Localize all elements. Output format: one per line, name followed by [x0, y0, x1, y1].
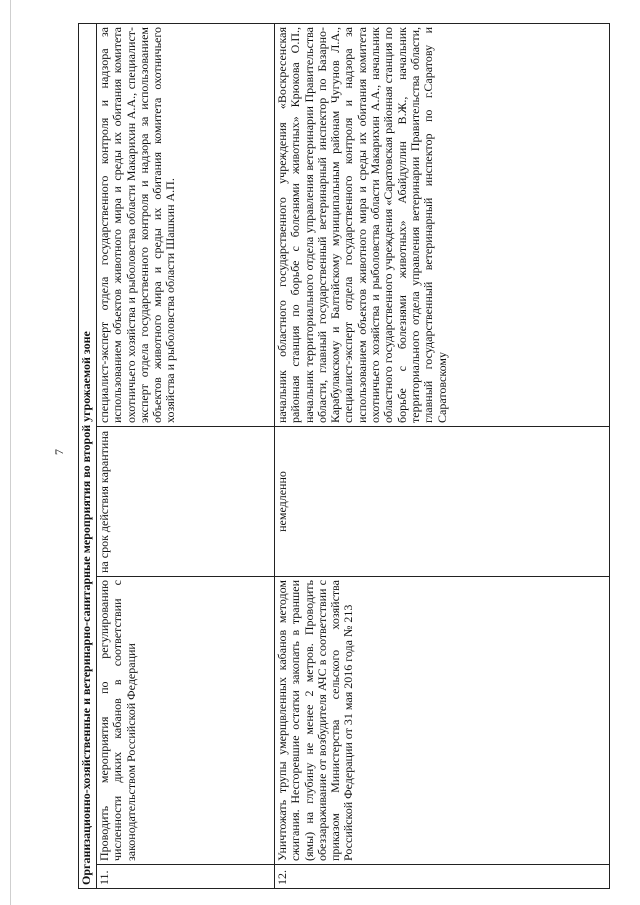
deadline-text: на срок действия карантина	[97, 427, 275, 577]
row-number: 11.	[97, 865, 275, 889]
page-edge-line	[10, 0, 11, 905]
page-number: 7	[52, 449, 66, 455]
responsible-text: начальник областного государственного учреждения «Воскресенская районная станция по борьбе с болезнями животных» Крюкова О.П., начальник территориального отдела управления ветеринарии Правительства области, главный государственный ветеринарный инспектор по Базарно-Карабулакскому и Балтайскому муниципальным районам Чугунов Л.А., специалист-эксперт отдела государственного контроля и надзора за использованием объектов животного мира и среды их обитания комитета охотничьего хозяйства и рыболовства области Макарихин А.А., начальник областного государственного учреждения «Саратовская районная станция по борьбе с болезнями животных» Абайдуллин В.Ж., начальник территориального отдела управления ветеринарии Правительства области, главный государственный ветеринарный инспектор по г.Саратову и Саратовскому	[275, 23, 610, 426]
deadline-text: немедленно	[275, 427, 610, 577]
responsible-text: специалист-эксперт отдела государственного контроля и надзора за использованием объектов животного мира и среды их обитания комитета охотничьего хозяйства и рыболовства области Макарихин А.А., специалист-эксперт отдела государственного контроля и надзора за использованием объектов животного мира и среды их обитания комитета охотничьего хозяйства и рыболовства области Шашкин А.П.	[97, 23, 275, 426]
section-title: Организационно-хозяйственные и ветеринарно-санитарные мероприятия во второй угрожаемой зоне	[79, 23, 97, 888]
table-row	[275, 23, 610, 888]
measure-text: Проводить мероприятия по регулированию численности диких кабанов в соответствии с законодательством Российской Федерации	[97, 577, 275, 865]
measure-text: Уничтожать трупы умерщвленных кабанов методом сжигания. Несгоревшие остатки закопать в траншеи (ямы) на глубину не менее 2 метров. Проводить обеззараживание от возбудителя АЧС в соответствии с приказом Министерства сельского хозяйства Российской Федерации от 31 мая 2016 года № 213	[275, 577, 610, 865]
section-header-row	[79, 23, 97, 888]
table-row	[97, 23, 275, 888]
row-number: 12.	[275, 865, 610, 889]
rotated-page	[78, 24, 610, 889]
measures-table	[78, 23, 610, 889]
